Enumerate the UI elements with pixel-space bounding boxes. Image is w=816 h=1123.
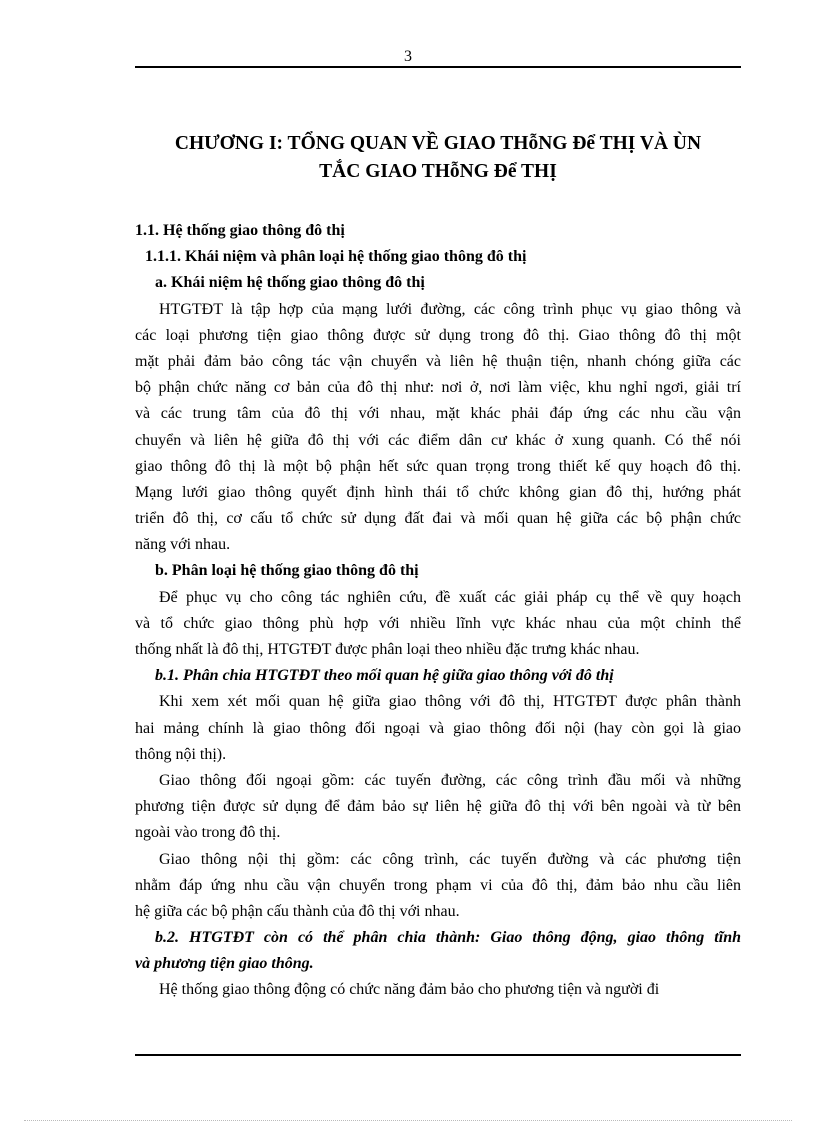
subsection-heading-b: b. Phân loại hệ thống giao thông đô thị — [155, 562, 419, 580]
text-line: hệ giữa các bộ phận cấu thành của đô thị với nhau. — [135, 902, 460, 920]
subsection-heading-a: a. Khái niệm hệ thống giao thông đô thị — [155, 274, 425, 292]
text-line: và các trung tâm của đô thị với nhau, mặt khác phải đáp ứng các nhu cầu vận — [135, 405, 741, 423]
chapter-title — [135, 130, 741, 186]
text-line: thông nội thị). — [135, 745, 227, 763]
text-line: Để phục vụ cho công tác nghiên cứu, đề xuất các giải pháp cụ thể về quy hoạch — [159, 588, 741, 606]
section-heading-1-1-1: 1.1.1. Khái niệm và phân loại hệ thống giao thông đô thị — [145, 248, 527, 266]
paragraph-6 — [135, 977, 741, 1003]
paragraph-2 — [135, 585, 741, 664]
text-line: ngoài vào trong đô thị. — [135, 824, 281, 842]
page-edge-dotted-line — [24, 1120, 792, 1121]
text-line: Giao thông đối ngoại gồm: các tuyến đường, các công trình đầu mối và những — [159, 771, 741, 789]
text-line: phương tiện được sử dụng để đảm bảo sự liên hệ giữa đô thị với bên ngoài và từ bên — [135, 798, 741, 816]
paragraph-3 — [135, 689, 741, 768]
section-heading-1-1: 1.1. Hệ thống giao thông đô thị — [135, 222, 345, 239]
paragraph-1 — [135, 297, 741, 559]
text-line: giao thông đô thị là một bộ phận hết sức quan trọng trong thiết kế quy hoạch đô thị. — [135, 457, 741, 475]
text-line: chuyển và liên hệ giữa đô thị với các điểm dân cư khác ở xung quanh. Có thể nói — [135, 431, 741, 449]
text-line: Hệ thống giao thông động có chức năng đảm bảo cho phương tiện và người đi — [159, 981, 660, 999]
footer-rule — [135, 1054, 741, 1056]
text-line: nhằm đáp ứng nhu cầu vận chuyển trong phạm vi của đô thị, đảm bảo nhu cầu liên — [135, 876, 741, 894]
text-line: Giao thông nội thị gồm: các công trình, các tuyến đường và các phương tiện — [159, 850, 741, 868]
subsection-heading-b2-line-1: b.2. HTGTĐT còn có thể phân chia thành: Giao thông động, giao thông tĩnh — [155, 929, 741, 947]
subsection-heading-b2-line-2: và phương tiện giao thông. — [135, 955, 314, 973]
paragraph-4 — [135, 768, 741, 847]
text-line: Mạng lưới giao thông quyết định hình thái tổ chức không gian đô thị, hướng phát — [135, 483, 741, 501]
paragraph-5 — [135, 847, 741, 926]
subsection-heading-b1: b.1. Phân chia HTGTĐT theo mối quan hệ giữa giao thông với đô thị — [155, 667, 614, 685]
page-number: 3 — [404, 48, 412, 65]
text-line: năng với nhau. — [135, 536, 231, 554]
text-line: và tổ chức giao thông phù hợp với nhiều lĩnh vực khác nhau của một chỉnh thể — [135, 614, 741, 632]
text-line: thống nhất là đô thị, HTGTĐT được phân loại theo nhiều đặc trưng khác nhau. — [135, 641, 640, 658]
chapter-title-line-2: TẮC GIAO THỗNG Để THỊ — [319, 161, 557, 182]
text-line: mặt phải đảm bảo công tác vận chuyển và liên hệ thuận tiện, nhanh chóng giữa các — [135, 352, 741, 370]
header-rule — [135, 66, 741, 68]
text-line: hai mảng chính là giao thông đối ngoại và giao thông đối nội (hay còn gọi là giao — [135, 719, 741, 737]
text-line: HTGTĐT là tập hợp của mạng lưới đường, các công trình phục vụ giao thông và — [159, 300, 741, 318]
text-line: bộ phận chức năng cơ bản của đô thị như: nơi ở, nơi làm việc, khu nghỉ ngơi, giải trí — [135, 379, 741, 397]
text-line: các loại phương tiện giao thông được sử dụng trong đô thị. Giao thông đô thị một — [135, 326, 741, 344]
document-body — [135, 218, 741, 1004]
text-line: triển đô thị, cơ cấu tổ chức sử dụng đất đai và mối quan hệ giữa các bộ phận chức — [135, 510, 741, 528]
chapter-title-line-1: CHƯƠNG I: TỔNG QUAN VỀ GIAO THỗNG Để THỊ VÀ ÙN — [174, 133, 702, 154]
text-line: Khi xem xét mối quan hệ giữa giao thông với đô thị, HTGTĐT được phân thành — [159, 693, 741, 711]
